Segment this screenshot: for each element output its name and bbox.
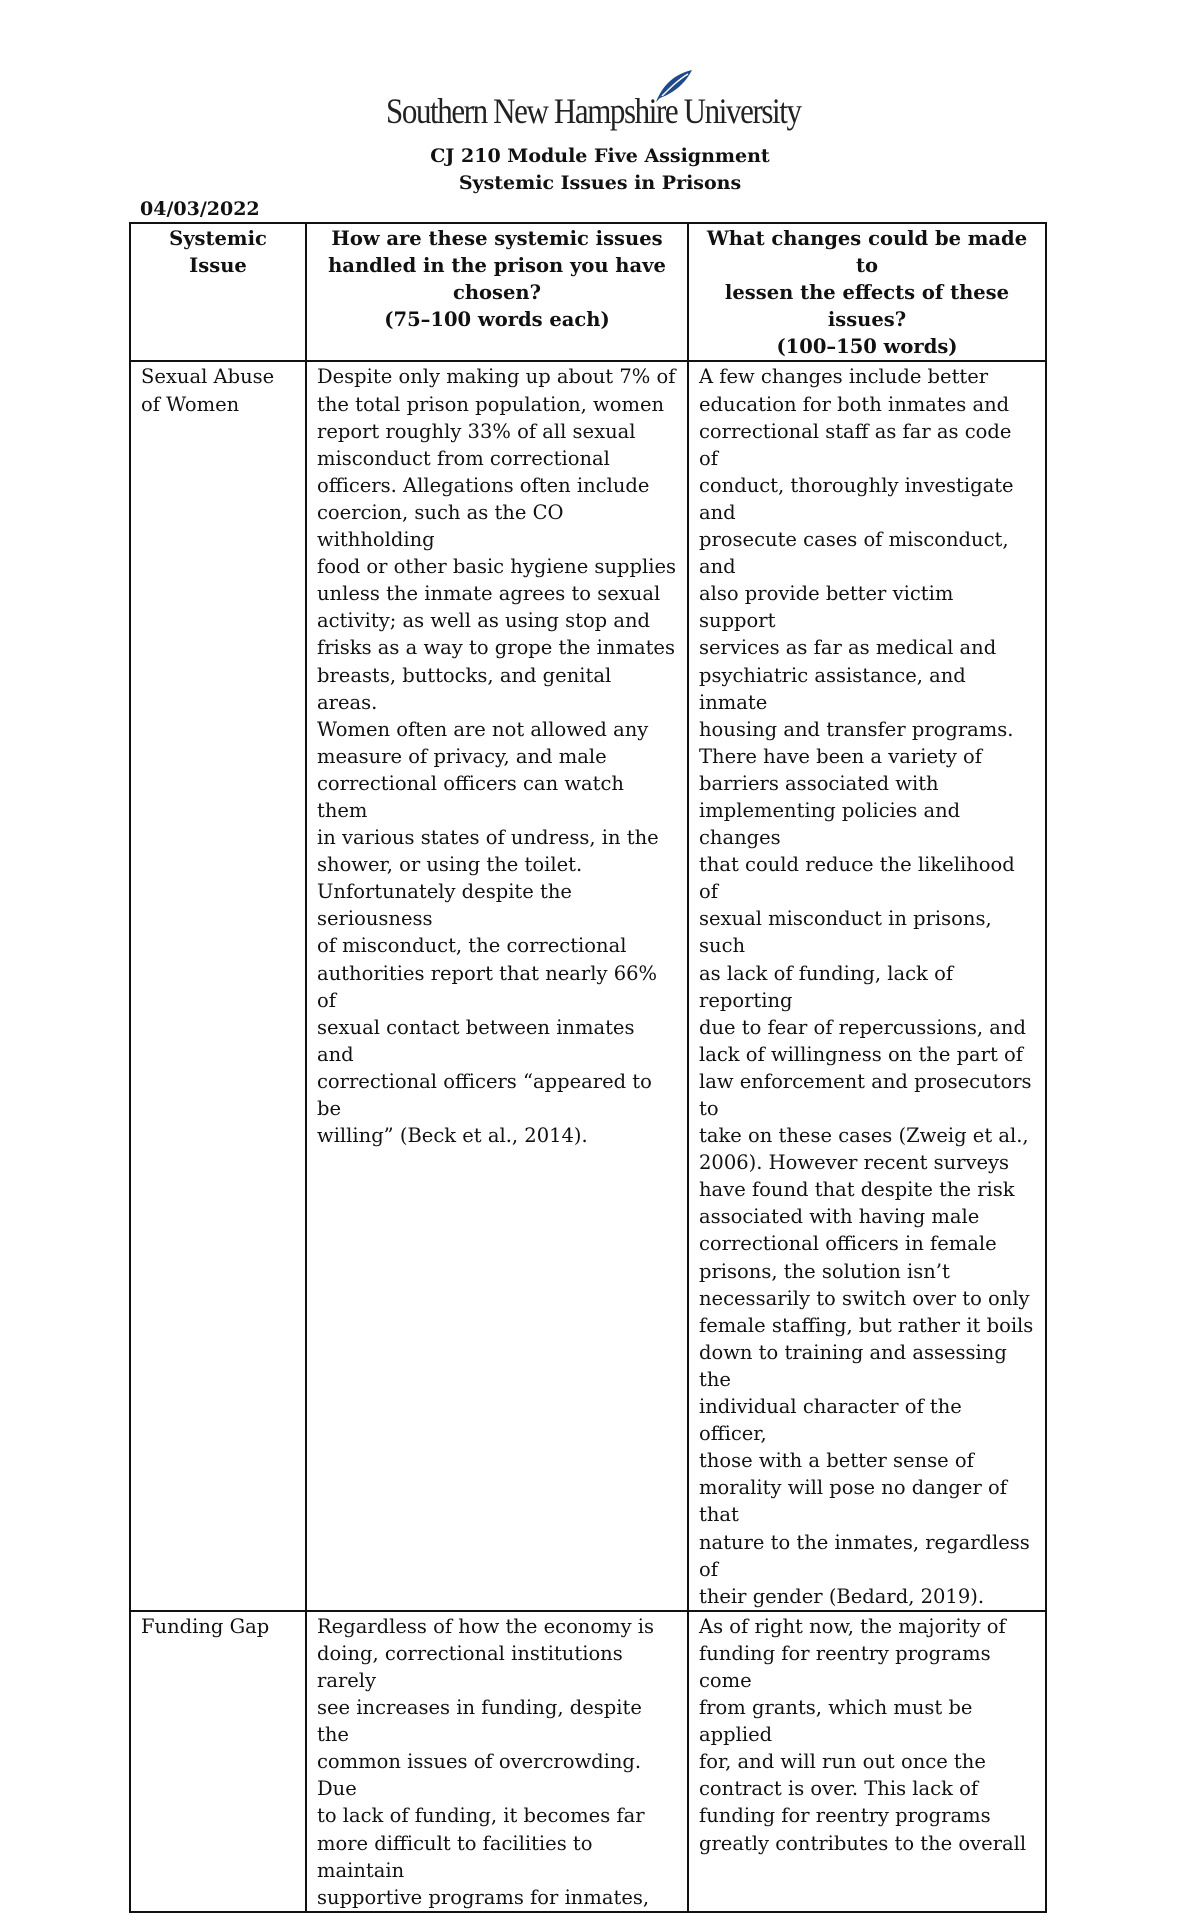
feather-leaf-icon — [654, 68, 694, 104]
university-logo — [386, 68, 816, 138]
handling-cell: Despite only making up about 7% of the total prison population, women report roughly 33% of all sexual misconduct from correctional officers. Allegations often include coercion, such as the CO withholding food or other basic hygiene supplies unless the inmate agrees to sexual activity; as well as using stop and frisks as a way to grope the inmates breasts, buttocks, and genital areas. Women often are not allowed any measure of privacy, and male correctional officers can watch them in various states of undress, in the shower, or using the toilet. Unfortunately despite the seriousness of misconduct, the correctional authorities report that nearly 66% of sexual contact between inmates and correctional officers “appeared to be willing” (Beck et al., 2014). — [306, 361, 688, 1610]
systemic-issues-table — [129, 222, 1047, 1913]
assignment-title: CJ 210 Module Five Assignment — [430, 145, 770, 167]
header-how-handled: How are these systemic issues handled in the prison you have chosen? (75–100 words each) — [306, 223, 688, 361]
logo-text: Southern New Hampshire University — [386, 91, 801, 131]
changes-cell: A few changes include better education for both inmates and correctional staff as far as code of conduct, thoroughly investigate and prosecute cases of misconduct, and also provide better victim support services as far as medical and psychiatric assistance, and inmate housing and transfer programs. There have been a variety of barriers associated with implementing policies and changes that could reduce the likelihood of sexual misconduct in prisons, such as lack of funding, lack of reporting due to fear of repercussions, and lack of willingness on the part of law enforcement and prosecutors to take on these cases (Zweig et al., 2006). However recent surveys have found that despite the risk associated with having male correctional officers in female prisons, the solution isn’t necessarily to switch over to only female staffing, but rather it boils down to training and assessing the individual character of the officer, those with a better sense of morality will pose no danger of that nature to the inmates, regardless of their gender (Bedard, 2019). — [688, 361, 1046, 1610]
issue-cell: Sexual Abuse of Women — [130, 361, 306, 1610]
handling-cell: Regardless of how the economy is doing, correctional institutions rarely see increases in funding, despite the common issues of overcrowding. Due to lack of funding, it becomes far more difficult to facilities to maintain supportive programs for inmates, — [306, 1611, 688, 1912]
table-row — [130, 361, 1046, 1610]
header-changes: What changes could be made to lessen the effects of these issues? (100–150 words) — [688, 223, 1046, 361]
date: 04/03/2022 — [140, 198, 260, 220]
issue-cell: Funding Gap — [130, 1611, 306, 1912]
table-header-row — [130, 223, 1046, 361]
header-systemic-issue: Systemic Issue — [130, 223, 306, 361]
assignment-subtitle: Systemic Issues in Prisons — [458, 172, 742, 194]
changes-cell: As of right now, the majority of funding for reentry programs come from grants, which must be applied for, and will run out once the contract is over. This lack of funding for reentry programs greatly contributes to the overall — [688, 1611, 1046, 1912]
table-row — [130, 1611, 1046, 1912]
